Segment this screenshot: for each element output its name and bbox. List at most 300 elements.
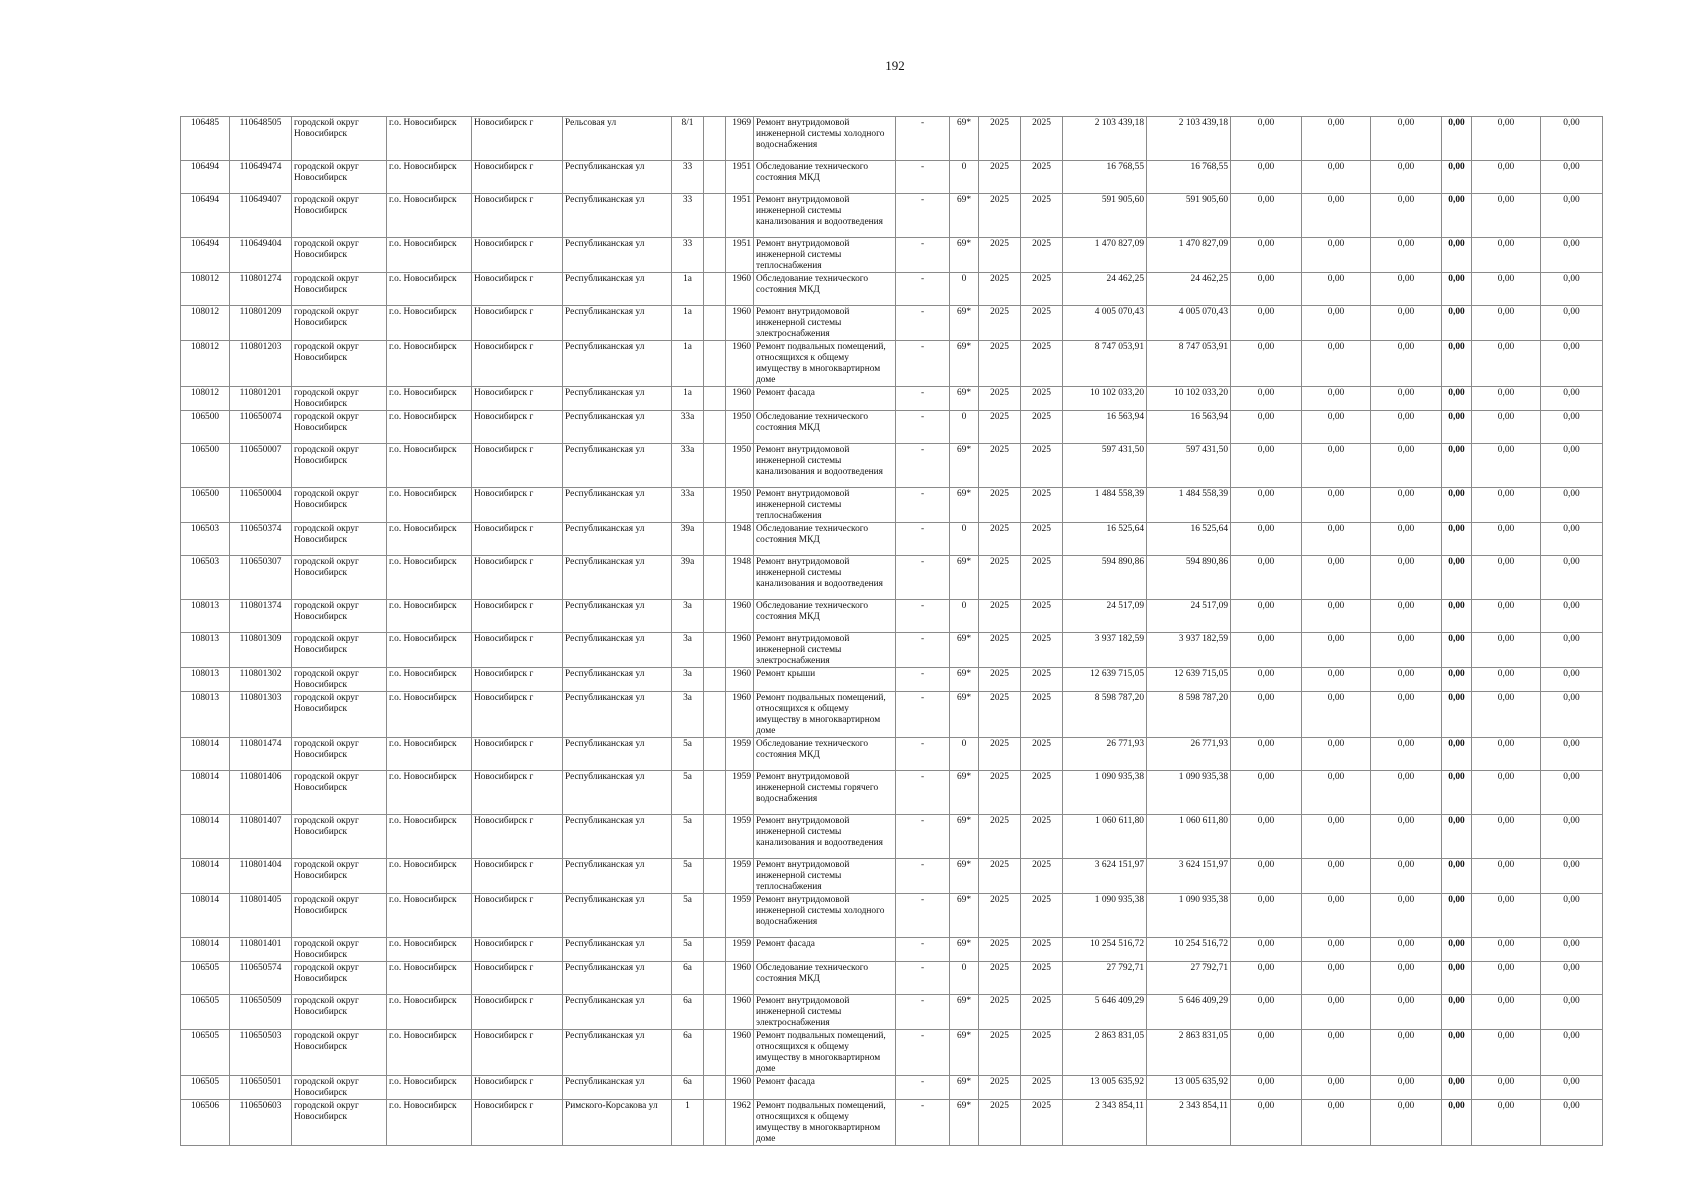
cell-total-cost: 1 470 827,09 [1063,238,1147,273]
cell-cost-3: 0,00 [1231,161,1302,194]
cell-cost-7: 0,00 [1472,306,1541,341]
cell-cost-4: 0,00 [1302,600,1371,633]
cell-cost-2: 10 102 033,20 [1147,387,1231,411]
cell-cost-2: 1 484 558,39 [1147,488,1231,523]
cell-cost-7: 0,00 [1472,161,1541,194]
cell-cost-6: 0,00 [1442,488,1472,523]
cell-building [704,194,726,238]
cell-cost-6: 0,00 [1442,771,1472,815]
cell-cost-8: 0,00 [1541,161,1603,194]
cell-street: Республиканская ул [563,387,672,411]
cell-cost-3: 0,00 [1231,387,1302,411]
cell-locality: Новосибирск г [472,117,563,161]
cell-cost-3: 0,00 [1231,117,1302,161]
cell-work-id: 110801302 [230,668,292,692]
cell-street: Республиканская ул [563,194,672,238]
cell-building [704,633,726,668]
cell-cost-4: 0,00 [1302,444,1371,488]
cell-work-type: Обследование технического состояния МКД [754,161,896,194]
cell-total-cost: 26 771,93 [1063,738,1147,771]
cell-building [704,306,726,341]
cell-start-year: 2025 [979,738,1021,771]
cell-cost-4: 0,00 [1302,387,1371,411]
cell-work-type: Ремонт внутридомовой инженерной системы горячего водоснабжения [754,771,896,815]
cell-locality: Новосибирск г [472,633,563,668]
table-row [181,894,1603,938]
cell-cost-2: 591 905,60 [1147,194,1231,238]
cell-street: Рельсовая ул [563,117,672,161]
cell-cost-5: 0,00 [1371,692,1442,738]
cell-street: Республиканская ул [563,161,672,194]
cell-work-type: Обследование технического состояния МКД [754,962,896,995]
cell-cost-5: 0,00 [1371,387,1442,411]
cell-cost-7: 0,00 [1472,444,1541,488]
cell-cost-6: 0,00 [1442,273,1472,306]
cell-cost-3: 0,00 [1231,692,1302,738]
cell-start-year: 2025 [979,411,1021,444]
cell-house-number: 33 [672,238,704,273]
cell-cost-8: 0,00 [1541,411,1603,444]
cell-work-type: Ремонт крыши [754,668,896,692]
cell-work-type: Ремонт подвальных помещений, относящихся к общему имуществу в многоквартирном доме [754,692,896,738]
cell-street: Республиканская ул [563,306,672,341]
cell-cost-7: 0,00 [1472,692,1541,738]
table-row [181,938,1603,962]
cell-work-id: 110801274 [230,273,292,306]
cell-cost-8: 0,00 [1541,938,1603,962]
table-row [181,306,1603,341]
cell-locality: Новосибирск г [472,962,563,995]
cell-placeholder: - [896,692,950,738]
cell-cost-7: 0,00 [1472,194,1541,238]
cell-built-year: 1960 [726,692,754,738]
cell-placeholder: - [896,161,950,194]
cell-index: 69* [950,387,979,411]
cell-built-year: 1959 [726,738,754,771]
cell-built-year: 1948 [726,556,754,600]
cell-cost-8: 0,00 [1541,556,1603,600]
cell-municipality: городской округ Новосибирск [292,238,387,273]
cell-cost-7: 0,00 [1472,488,1541,523]
cell-cost-5: 0,00 [1371,556,1442,600]
cell-cost-5: 0,00 [1371,194,1442,238]
cell-house-id: 108014 [181,815,230,859]
cell-start-year: 2025 [979,341,1021,387]
cell-building [704,273,726,306]
cell-city-district: г.о. Новосибирск [387,1030,472,1076]
cell-work-id: 110801201 [230,387,292,411]
cell-work-type: Ремонт фасада [754,387,896,411]
table-row [181,815,1603,859]
cell-placeholder: - [896,738,950,771]
cell-start-year: 2025 [979,894,1021,938]
cell-built-year: 1950 [726,411,754,444]
cell-house-number: 6а [672,1030,704,1076]
cell-municipality: городской округ Новосибирск [292,738,387,771]
cell-cost-8: 0,00 [1541,194,1603,238]
cell-work-id: 110801406 [230,771,292,815]
cell-start-year: 2025 [979,194,1021,238]
cell-cost-7: 0,00 [1472,1076,1541,1100]
cell-total-cost: 8 598 787,20 [1063,692,1147,738]
cell-index: 69* [950,341,979,387]
cell-cost-8: 0,00 [1541,1100,1603,1146]
cell-city-district: г.о. Новосибирск [387,859,472,894]
cell-cost-6: 0,00 [1442,387,1472,411]
cell-start-year: 2025 [979,273,1021,306]
cell-start-year: 2025 [979,771,1021,815]
cell-end-year: 2025 [1021,859,1063,894]
cell-work-type: Ремонт подвальных помещений, относящихся к общему имуществу в многоквартирном доме [754,1030,896,1076]
cell-locality: Новосибирск г [472,692,563,738]
cell-cost-5: 0,00 [1371,995,1442,1030]
cell-cost-8: 0,00 [1541,815,1603,859]
cell-city-district: г.о. Новосибирск [387,523,472,556]
cell-placeholder: - [896,194,950,238]
cell-cost-4: 0,00 [1302,894,1371,938]
cell-street: Республиканская ул [563,962,672,995]
cell-cost-4: 0,00 [1302,738,1371,771]
cell-cost-6: 0,00 [1442,1030,1472,1076]
cell-index: 0 [950,600,979,633]
cell-cost-5: 0,00 [1371,938,1442,962]
cell-placeholder: - [896,771,950,815]
cell-cost-3: 0,00 [1231,938,1302,962]
cell-house-id: 108013 [181,633,230,668]
cell-work-id: 110650374 [230,523,292,556]
cell-street: Республиканская ул [563,556,672,600]
cell-placeholder: - [896,387,950,411]
cell-cost-6: 0,00 [1442,523,1472,556]
cell-house-id: 106485 [181,117,230,161]
cell-index: 69* [950,194,979,238]
cell-municipality: городской округ Новосибирск [292,387,387,411]
cell-building [704,238,726,273]
cell-house-id: 106503 [181,556,230,600]
cell-cost-3: 0,00 [1231,523,1302,556]
table-row [181,411,1603,444]
cell-municipality: городской округ Новосибирск [292,692,387,738]
cell-index: 0 [950,161,979,194]
cell-cost-6: 0,00 [1442,444,1472,488]
cell-end-year: 2025 [1021,738,1063,771]
cell-cost-2: 1 060 611,80 [1147,815,1231,859]
cell-work-id: 110648505 [230,117,292,161]
cell-total-cost: 1 060 611,80 [1063,815,1147,859]
cell-placeholder: - [896,995,950,1030]
cell-building [704,1030,726,1076]
cell-built-year: 1959 [726,859,754,894]
cell-work-type: Ремонт внутридомовой инженерной системы холодного водоснабжения [754,894,896,938]
cell-cost-7: 0,00 [1472,523,1541,556]
cell-cost-8: 0,00 [1541,523,1603,556]
cell-end-year: 2025 [1021,1100,1063,1146]
cell-index: 69* [950,556,979,600]
cell-built-year: 1960 [726,668,754,692]
cell-end-year: 2025 [1021,995,1063,1030]
cell-index: 69* [950,117,979,161]
cell-building [704,600,726,633]
cell-cost-5: 0,00 [1371,1100,1442,1146]
cell-cost-6: 0,00 [1442,1100,1472,1146]
cell-cost-2: 3 937 182,59 [1147,633,1231,668]
cell-work-type: Ремонт внутридомовой инженерной системы холодного водоснабжения [754,117,896,161]
cell-placeholder: - [896,815,950,859]
cell-city-district: г.о. Новосибирск [387,411,472,444]
cell-house-id: 106494 [181,238,230,273]
cell-cost-3: 0,00 [1231,306,1302,341]
cell-work-id: 110801309 [230,633,292,668]
cell-index: 0 [950,411,979,444]
cell-cost-2: 24 462,25 [1147,273,1231,306]
cell-house-number: 3а [672,633,704,668]
cell-street: Республиканская ул [563,341,672,387]
cell-built-year: 1959 [726,815,754,859]
cell-locality: Новосибирск г [472,556,563,600]
cell-municipality: городской округ Новосибирск [292,995,387,1030]
cell-house-number: 8/1 [672,117,704,161]
cell-cost-2: 10 254 516,72 [1147,938,1231,962]
cell-building [704,692,726,738]
cell-cost-8: 0,00 [1541,894,1603,938]
cell-end-year: 2025 [1021,556,1063,600]
cell-city-district: г.о. Новосибирск [387,771,472,815]
cell-building [704,387,726,411]
cell-start-year: 2025 [979,1076,1021,1100]
cell-built-year: 1951 [726,238,754,273]
cell-locality: Новосибирск г [472,523,563,556]
cell-total-cost: 1 090 935,38 [1063,894,1147,938]
cell-house-id: 108012 [181,387,230,411]
cell-cost-5: 0,00 [1371,815,1442,859]
cell-street: Республиканская ул [563,411,672,444]
cell-end-year: 2025 [1021,962,1063,995]
cell-building [704,938,726,962]
cell-index: 69* [950,995,979,1030]
cell-city-district: г.о. Новосибирск [387,962,472,995]
cell-cost-3: 0,00 [1231,1030,1302,1076]
cell-cost-4: 0,00 [1302,238,1371,273]
cell-cost-5: 0,00 [1371,444,1442,488]
cell-index: 69* [950,815,979,859]
cell-city-district: г.о. Новосибирск [387,238,472,273]
cell-street: Республиканская ул [563,1030,672,1076]
cell-house-id: 106500 [181,411,230,444]
cell-cost-4: 0,00 [1302,488,1371,523]
cell-end-year: 2025 [1021,771,1063,815]
cell-work-type: Ремонт внутридомовой инженерной системы канализования и водоотведения [754,556,896,600]
cell-cost-7: 0,00 [1472,771,1541,815]
cell-total-cost: 591 905,60 [1063,194,1147,238]
cell-work-id: 110650007 [230,444,292,488]
cell-building [704,444,726,488]
cell-total-cost: 1 484 558,39 [1063,488,1147,523]
cell-cost-2: 16 525,64 [1147,523,1231,556]
cell-municipality: городской округ Новосибирск [292,668,387,692]
cell-cost-5: 0,00 [1371,523,1442,556]
capital-repair-table [180,116,1603,1146]
cell-locality: Новосибирск г [472,995,563,1030]
cell-cost-7: 0,00 [1472,600,1541,633]
cell-municipality: городской округ Новосибирск [292,962,387,995]
cell-end-year: 2025 [1021,444,1063,488]
cell-start-year: 2025 [979,1100,1021,1146]
cell-total-cost: 27 792,71 [1063,962,1147,995]
cell-total-cost: 12 639 715,05 [1063,668,1147,692]
cell-cost-7: 0,00 [1472,556,1541,600]
cell-house-number: 33а [672,411,704,444]
cell-locality: Новосибирск г [472,1100,563,1146]
table-row [181,341,1603,387]
cell-cost-2: 1 090 935,38 [1147,894,1231,938]
cell-house-number: 6а [672,962,704,995]
page-number: 192 [885,58,905,73]
cell-locality: Новосибирск г [472,161,563,194]
cell-house-id: 108013 [181,692,230,738]
cell-start-year: 2025 [979,117,1021,161]
cell-built-year: 1959 [726,771,754,815]
cell-cost-4: 0,00 [1302,859,1371,894]
cell-city-district: г.о. Новосибирск [387,194,472,238]
cell-city-district: г.о. Новосибирск [387,488,472,523]
cell-work-type: Ремонт внутридомовой инженерной системы канализования и водоотведения [754,194,896,238]
cell-house-number: 1а [672,273,704,306]
cell-start-year: 2025 [979,488,1021,523]
cell-index: 69* [950,692,979,738]
cell-locality: Новосибирск г [472,771,563,815]
cell-municipality: городской округ Новосибирск [292,161,387,194]
cell-built-year: 1969 [726,117,754,161]
cell-work-id: 110649407 [230,194,292,238]
cell-cost-2: 3 624 151,97 [1147,859,1231,894]
table-row [181,1076,1603,1100]
cell-cost-4: 0,00 [1302,633,1371,668]
cell-cost-6: 0,00 [1442,962,1472,995]
cell-cost-5: 0,00 [1371,306,1442,341]
table-row [181,488,1603,523]
cell-house-number: 5а [672,815,704,859]
cell-city-district: г.о. Новосибирск [387,894,472,938]
cell-index: 69* [950,668,979,692]
cell-municipality: городской округ Новосибирск [292,771,387,815]
cell-house-id: 108014 [181,771,230,815]
cell-work-id: 110650503 [230,1030,292,1076]
cell-end-year: 2025 [1021,1076,1063,1100]
cell-municipality: городской округ Новосибирск [292,1030,387,1076]
cell-cost-4: 0,00 [1302,692,1371,738]
cell-cost-4: 0,00 [1302,411,1371,444]
cell-cost-6: 0,00 [1442,668,1472,692]
cell-start-year: 2025 [979,444,1021,488]
cell-house-number: 5а [672,771,704,815]
cell-cost-2: 27 792,71 [1147,962,1231,995]
table-row [181,1100,1603,1146]
cell-cost-8: 0,00 [1541,692,1603,738]
cell-house-number: 5а [672,738,704,771]
cell-cost-3: 0,00 [1231,962,1302,995]
cell-building [704,411,726,444]
cell-end-year: 2025 [1021,341,1063,387]
cell-cost-3: 0,00 [1231,411,1302,444]
cell-house-number: 5а [672,938,704,962]
cell-cost-4: 0,00 [1302,1076,1371,1100]
cell-built-year: 1960 [726,306,754,341]
cell-index: 69* [950,1076,979,1100]
cell-cost-8: 0,00 [1541,488,1603,523]
cell-house-id: 108013 [181,600,230,633]
cell-cost-2: 1 090 935,38 [1147,771,1231,815]
cell-city-district: г.о. Новосибирск [387,738,472,771]
cell-city-district: г.о. Новосибирск [387,117,472,161]
cell-locality: Новосибирск г [472,1030,563,1076]
cell-building [704,738,726,771]
table-row [181,238,1603,273]
cell-built-year: 1951 [726,161,754,194]
cell-municipality: городской округ Новосибирск [292,600,387,633]
cell-house-number: 33 [672,161,704,194]
cell-cost-5: 0,00 [1371,1030,1442,1076]
cell-total-cost: 2 863 831,05 [1063,1030,1147,1076]
cell-cost-5: 0,00 [1371,1076,1442,1100]
cell-work-type: Ремонт внутридомовой инженерной системы теплоснабжения [754,488,896,523]
cell-house-id: 108014 [181,859,230,894]
cell-start-year: 2025 [979,938,1021,962]
cell-house-id: 106500 [181,488,230,523]
cell-house-number: 33 [672,194,704,238]
cell-cost-6: 0,00 [1442,194,1472,238]
cell-house-number: 3а [672,668,704,692]
cell-work-type: Ремонт фасада [754,1076,896,1100]
table-row [181,194,1603,238]
cell-cost-8: 0,00 [1541,859,1603,894]
table-body [181,117,1603,1146]
cell-placeholder: - [896,894,950,938]
cell-house-number: 6а [672,1076,704,1100]
cell-street: Республиканская ул [563,523,672,556]
cell-locality: Новосибирск г [472,273,563,306]
cell-start-year: 2025 [979,238,1021,273]
cell-index: 69* [950,633,979,668]
cell-start-year: 2025 [979,962,1021,995]
cell-end-year: 2025 [1021,117,1063,161]
cell-street: Республиканская ул [563,633,672,668]
cell-work-id: 110650307 [230,556,292,600]
cell-cost-6: 0,00 [1442,995,1472,1030]
table-row [181,600,1603,633]
cell-cost-4: 0,00 [1302,341,1371,387]
cell-cost-2: 5 646 409,29 [1147,995,1231,1030]
cell-street: Республиканская ул [563,995,672,1030]
cell-locality: Новосибирск г [472,668,563,692]
cell-building [704,341,726,387]
cell-street: Республиканская ул [563,600,672,633]
cell-built-year: 1959 [726,938,754,962]
cell-total-cost: 10 102 033,20 [1063,387,1147,411]
cell-total-cost: 2 343 854,11 [1063,1100,1147,1146]
cell-index: 0 [950,523,979,556]
cell-locality: Новосибирск г [472,859,563,894]
cell-cost-8: 0,00 [1541,1030,1603,1076]
cell-municipality: городской округ Новосибирск [292,117,387,161]
cell-locality: Новосибирск г [472,194,563,238]
cell-city-district: г.о. Новосибирск [387,1100,472,1146]
cell-total-cost: 8 747 053,91 [1063,341,1147,387]
cell-cost-2: 2 343 854,11 [1147,1100,1231,1146]
cell-cost-2: 12 639 715,05 [1147,668,1231,692]
cell-cost-6: 0,00 [1442,938,1472,962]
cell-total-cost: 3 937 182,59 [1063,633,1147,668]
cell-placeholder: - [896,273,950,306]
